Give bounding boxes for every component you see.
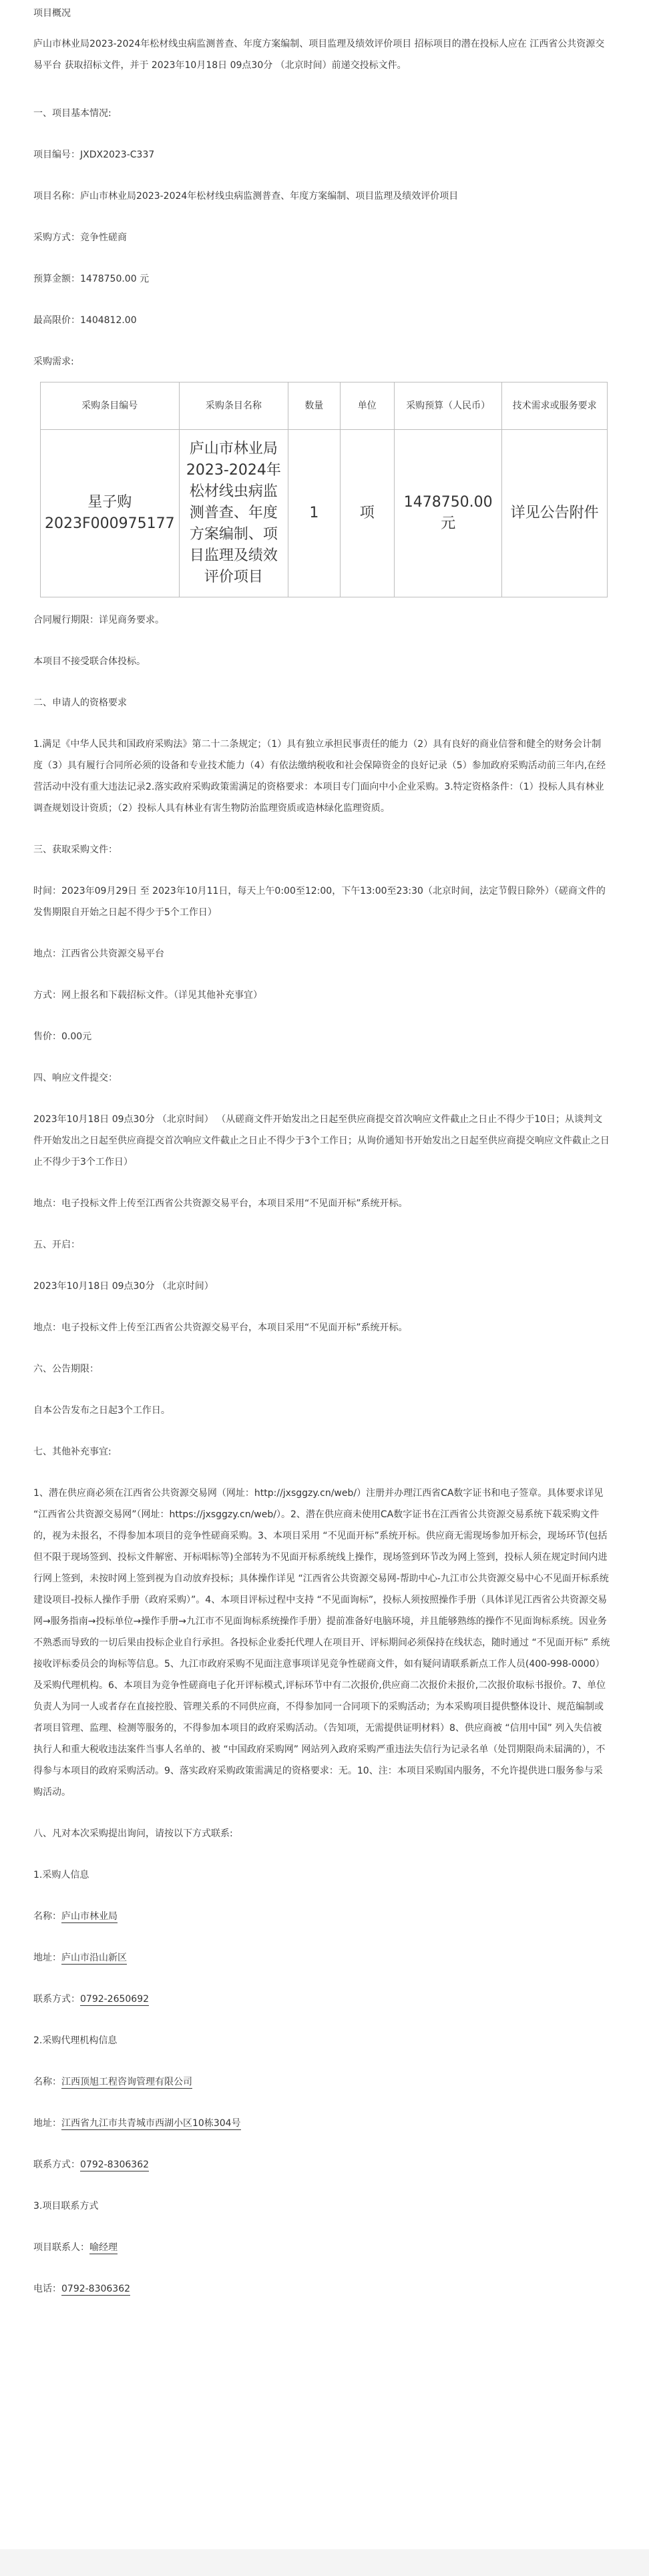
- project-person-line: [33, 2237, 610, 2258]
- consortium-note: 本项目不接受联合体投标。: [33, 656, 146, 667]
- buyer-name-line: [33, 1906, 610, 1927]
- cell-item-name: 庐山市林业局2023-2024年松材线虫病监测普查、年度方案编制、项目监理及绩效评价项目: [179, 430, 288, 597]
- overview-intro: 庐山市林业局2023-2024年松材线虫病监测普查、年度方案编制、项目监理及绩效评价项目 招标项目的潜在投标人应在 江西省公共资源交易平台 获取招标文件，并于 2023年10月18日 09点30分 （北京时间）前递交投标文件。: [33, 39, 605, 71]
- buyer-phone: 0792-2650692: [80, 1994, 150, 2005]
- header-item-number: 采购条目编号: [41, 382, 180, 430]
- other-text: 1、潜在供应商必须在江西省公共资源交易网（网址：http://jxsggzy.cn/web/）注册并办理江西省CA数字证书和电子签章。具体要求详见 “江西省公共资源交易网”（网址：https://jxsggzy.cn/web/）。2、潜在供应商未使用CA数字证书在江西省公共资源交易系统下载采购文件的，视为未报名，不得参加本项目的竞争性磋商采购。3、本项目采用 “不见面开标”系统开标。供应商无需现场参加开标会，现场环节(包括但不限于现场签到、投标文件解密、开标唱标等)全部转为不见面开标系统线上操作，现场签到环节改为网上签到，投标人须在规定时间内进行网上签到，未按时网上签到视为自动放弃投标；具体操作详见 “江西省公共资源交易网-帮助中心-九江市公共资源交易中心不见面开标系统建设项目-投标人操作手册（政府采购）”。4、本项目评标过程中支持 “不见面询标”，投标人须按照操作手册（具体详见江西省公共资源交易网→服务指南→投标单位→操作手册→九江市不见面询标系统操作手册）提前准备好电脑环境，并且能够熟练的操作不见面询标系统。因业务不熟悉而导致的一切后果由投标企业自行承担。各投标企业委托代理人在项目开、评标期间必须保持在线状态，随时通过 “不见面开标” 系统接收评标委员会的询标等信息。5、九江市政府采购不见面注意事项详见竞争性磋商文件，如有疑问请联系新点工作人员(400-998-0000）及采购代理机构。6、本项目为竞争性磋商电子化开评标模式,评标环节中有二次报价,供应商二次报价未报价,二次报价取标书报价。7、单位负责人为同一人或者存在直接控股、管理关系的不同供应商，不得参加同一合同项下的采购活动；为本采购项目提供整体设计、规范编制或者项目管理、监理、检测等服务的，不得参加本项目的政府采购活动。（告知项，无需提供证明材料）8、供应商被 “信用中国” 列入失信被执行人和重大税收违法案件当事人名单的、被 “中国政府采购网” 网站列入政府采购严重违法失信行为记录名单（处罚期限尚未届满的），不得参与本项目的政府采购活动。9、落实政府采购政策需满足的资格要求：无。10、注：本项目采购国内服务，不允许提供进口服务参与采购活动。: [33, 1488, 610, 1798]
- agency-heading: 2.采购代理机构信息: [33, 2035, 118, 2046]
- cell-item-number: 星子购2023F000975177: [41, 430, 180, 597]
- opening-place: 地点：电子投标文件上传至江西省公共资源交易平台，本项目采用“不见面开标”系统开标。: [33, 1322, 408, 1333]
- header-unit: 单位: [340, 382, 395, 430]
- project-name: 项目名称：庐山市林业局2023-2024年松材线虫病监测普查、年度方案编制、项目监理及绩效评价项目: [33, 191, 459, 202]
- agency-address: 江西省九江市共青城市西湖小区10栋304号: [61, 2118, 241, 2129]
- obtain-time: 时间：2023年09月29日 至 2023年10月11日，每天上午0:00至12:00，下午13:00至23:30（北京时间，法定节假日除外）（磋商文件的发售期限自开始之日起不得少于5个工作日）: [33, 886, 606, 918]
- notice-text: 自本公告发布之日起3个工作日。: [33, 1405, 170, 1416]
- agency-name-line: [33, 2071, 610, 2093]
- notice-heading: 六、公告期限：: [33, 1364, 99, 1374]
- qualification-heading: 二、申请人的资格要求: [33, 698, 127, 708]
- buyer-phone-label: 联系方式：: [33, 1994, 80, 2005]
- obtain-price: 售价：0.00元: [33, 1031, 92, 1042]
- requirements-table: [40, 382, 608, 597]
- qualification-text: 1.满足《中华人民共和国政府采购法》第二十二条规定；（1）具有独立承担民事责任的能力（2）具有良好的商业信誉和健全的财务会计制度（3）具有履行合同所必须的设备和专业技术能力（4）有依法缴纳税收和社会保障资金的良好记录（5）参加政府采购活动前三年内,在经营活动中没有重大违法记录2.落实政府采购政策需满足的资格要求：本项目专门面向中小企业采购。3.特定资格条件：（1）投标人具有林业调查规划设计资质；（2）投标人具有林业有害生物防治监理资质或造林绿化监理资质。: [33, 739, 606, 814]
- project-phone-label: 电话：: [33, 2284, 61, 2294]
- project-person-label: 项目联系人：: [33, 2242, 89, 2253]
- procurement-method: 采购方式：竞争性磋商: [33, 232, 127, 243]
- buyer-name: 庐山市林业局: [61, 1911, 118, 1922]
- project-phone-line: [33, 2278, 610, 2300]
- buyer-name-label: 名称：: [33, 1911, 61, 1922]
- agency-name-label: 名称：: [33, 2077, 61, 2087]
- agency-phone-label: 联系方式：: [33, 2159, 80, 2170]
- cell-tech-requirements: 详见公告附件: [502, 430, 608, 597]
- table-header-row: [41, 382, 608, 430]
- max-price: 最高限价：1404812.00: [33, 315, 137, 326]
- header-tech-requirements: 技术需求或服务要求: [502, 382, 608, 430]
- other-heading: 七、其他补充事宜:: [33, 1447, 112, 1457]
- cell-quantity: 1: [288, 430, 340, 597]
- footer-bar: [0, 2549, 649, 2576]
- buyer-phone-line: [33, 1989, 610, 2010]
- project-number: 项目编号：JXDX2023-C337: [33, 150, 155, 160]
- agency-phone-line: [33, 2154, 610, 2175]
- header-budget: 采购预算（人民币）: [395, 382, 502, 430]
- contract-period: 合同履行期限：详见商务要求。: [33, 615, 164, 625]
- project-person: 喻经理: [89, 2242, 118, 2253]
- project-contact-heading: 3.项目联系方式: [33, 2201, 99, 2212]
- cell-unit: 项: [340, 430, 395, 597]
- buyer-heading: 1.采购人信息: [33, 1870, 89, 1880]
- obtain-place: 地点：江西省公共资源交易平台: [33, 949, 164, 959]
- opening-time: 2023年10月18日 09点30分 （北京时间）: [33, 1281, 214, 1292]
- submit-heading: 四、响应文件提交：: [33, 1073, 118, 1083]
- table-row: [41, 430, 608, 597]
- basic-heading: 一、项目基本情况:: [33, 108, 112, 119]
- agency-address-line: [33, 2113, 610, 2134]
- contact-heading: 八、凡对本次采购提出询问，请按以下方式联系:: [33, 1828, 233, 1839]
- agency-name: 江西顶旭工程咨询管理有限公司: [61, 2077, 192, 2087]
- opening-heading: 五、开启：: [33, 1240, 80, 1250]
- agency-phone: 0792-8306362: [80, 2159, 150, 2170]
- buyer-address: 庐山市沿山新区: [61, 1953, 127, 1963]
- budget-amount: 预算金额：1478750.00 元: [33, 274, 150, 284]
- cell-budget: 1478750.00元: [395, 430, 502, 597]
- submit-place: 地点：电子投标文件上传至江西省公共资源交易平台，本项目采用“不见面开标”系统开标。: [33, 1198, 408, 1209]
- submit-deadline: 2023年10月18日 09点30分 （北京时间） （从磋商文件开始发出之日起至供应商提交首次响应文件截止之日止不得少于10日；从谈判文件开始发出之日起至供应商提交首次响应文件截止之日止不得少于3个工作日；从询价通知书开始发出之日起至供应商提交响应文件截止之日止不得少于3个工作日）: [33, 1114, 610, 1168]
- obtain-way: 方式：网上报名和下载招标文件。（详见其他补充事宜）: [33, 990, 262, 1001]
- agency-address-label: 地址：: [33, 2118, 61, 2129]
- requirements-label: 采购需求:: [33, 356, 74, 367]
- project-phone: 0792-8306362: [61, 2284, 131, 2294]
- header-item-name: 采购条目名称: [179, 382, 288, 430]
- obtain-heading: 三、获取采购文件：: [33, 844, 118, 855]
- header-quantity: 数量: [288, 382, 340, 430]
- buyer-address-line: [33, 1947, 610, 1969]
- buyer-address-label: 地址：: [33, 1953, 61, 1963]
- overview-title: 项目概况: [33, 8, 71, 19]
